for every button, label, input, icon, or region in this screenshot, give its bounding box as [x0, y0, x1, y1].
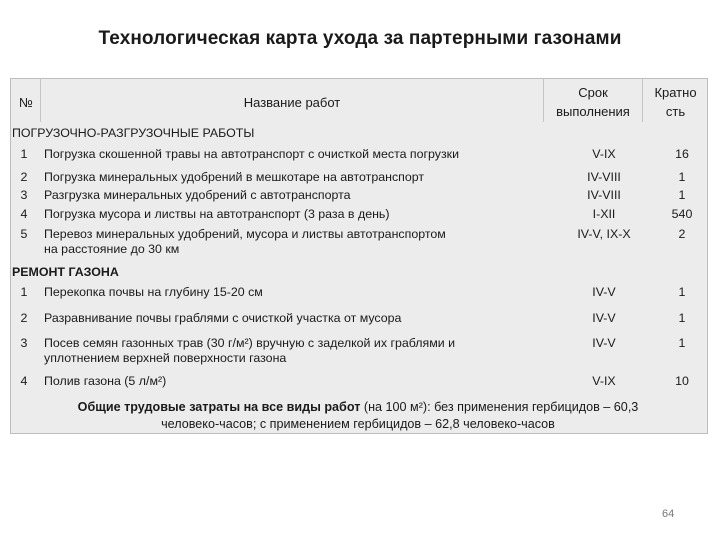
- row-frequency: 1: [678, 336, 686, 350]
- row-term: IV-V: [592, 285, 616, 299]
- row-text: Погрузка скошенной травы на автотранспорт с очисткой места погрузки: [44, 147, 460, 161]
- summary-values-line2: человеко-часов; с применением гербицидов – 62,8 человеко-часов: [161, 417, 555, 431]
- summary-label: Общие трудовые затраты на все виды работ: [77, 400, 361, 414]
- summary-values: (на 100 м²): без применения гербицидов – 60,3: [360, 400, 639, 414]
- row-text: Перевоз минеральных удобрений, мусора и листвы автотранспортом на расстояние до 30 км: [44, 227, 446, 256]
- row-number: 1: [20, 147, 28, 161]
- row-text: Перекопка почвы на глубину 15-20 см: [44, 285, 263, 299]
- row-text: Погрузка минеральных удобрений в мешкотаре на автотранспорт: [44, 170, 425, 184]
- row-text: Разравнивание почвы граблями с очисткой участка от мусора: [44, 311, 402, 325]
- page-number: 64: [662, 508, 675, 520]
- row-term: IV-V: [592, 311, 616, 325]
- row-number: 1: [20, 285, 28, 299]
- header-divider: [40, 78, 41, 122]
- row-term: IV-VIII: [587, 188, 621, 202]
- row-frequency: 1: [678, 188, 686, 202]
- row-frequency: 540: [671, 207, 693, 221]
- section-title: РЕМОНТ ГАЗОНА: [12, 265, 119, 279]
- row-frequency: 1: [678, 311, 686, 325]
- row-frequency: 10: [675, 374, 689, 388]
- row-term: IV-VIII: [587, 170, 621, 184]
- header-frequency: Кратно сть: [654, 85, 697, 119]
- labor-costs-summary: [28, 399, 688, 433]
- header-num: №: [19, 95, 33, 110]
- row-frequency: 16: [675, 147, 689, 161]
- header-name: Название работ: [243, 95, 341, 110]
- row-number: 3: [20, 188, 28, 202]
- row-text: Посев семян газонных трав (30 г/м²) вручную с заделкой их граблями и уплотнением верхней поверхности газона: [44, 336, 456, 365]
- row-term: I-XII: [592, 207, 616, 221]
- row-number: 3: [20, 336, 28, 350]
- row-term: IV-V: [592, 336, 616, 350]
- row-frequency: 2: [678, 227, 686, 241]
- row-term: IV-V, IX-X: [577, 227, 631, 241]
- row-number: 4: [20, 207, 28, 221]
- row-number: 4: [20, 374, 28, 388]
- row-number: 5: [20, 227, 28, 241]
- row-term: V-IX: [592, 374, 616, 388]
- page-title: Технологическая карта ухода за партерными газонами: [98, 28, 622, 49]
- row-text: Разгрузка минеральных удобрений с автотранспорта: [44, 188, 351, 202]
- row-number: 2: [20, 311, 28, 325]
- row-frequency: 1: [678, 285, 686, 299]
- row-text: Погрузка мусора и листвы на автотранспорт (3 раза в день): [44, 207, 390, 221]
- header-term: Срок выполнения: [556, 85, 630, 119]
- row-frequency: 1: [678, 170, 686, 184]
- row-text: Полив газона (5 л/м²): [44, 374, 167, 388]
- row-term: V-IX: [592, 147, 616, 161]
- row-number: 2: [20, 170, 28, 184]
- section-title: ПОГРУЗОЧНО-РАЗГРУЗОЧНЫЕ РАБОТЫ: [12, 126, 255, 140]
